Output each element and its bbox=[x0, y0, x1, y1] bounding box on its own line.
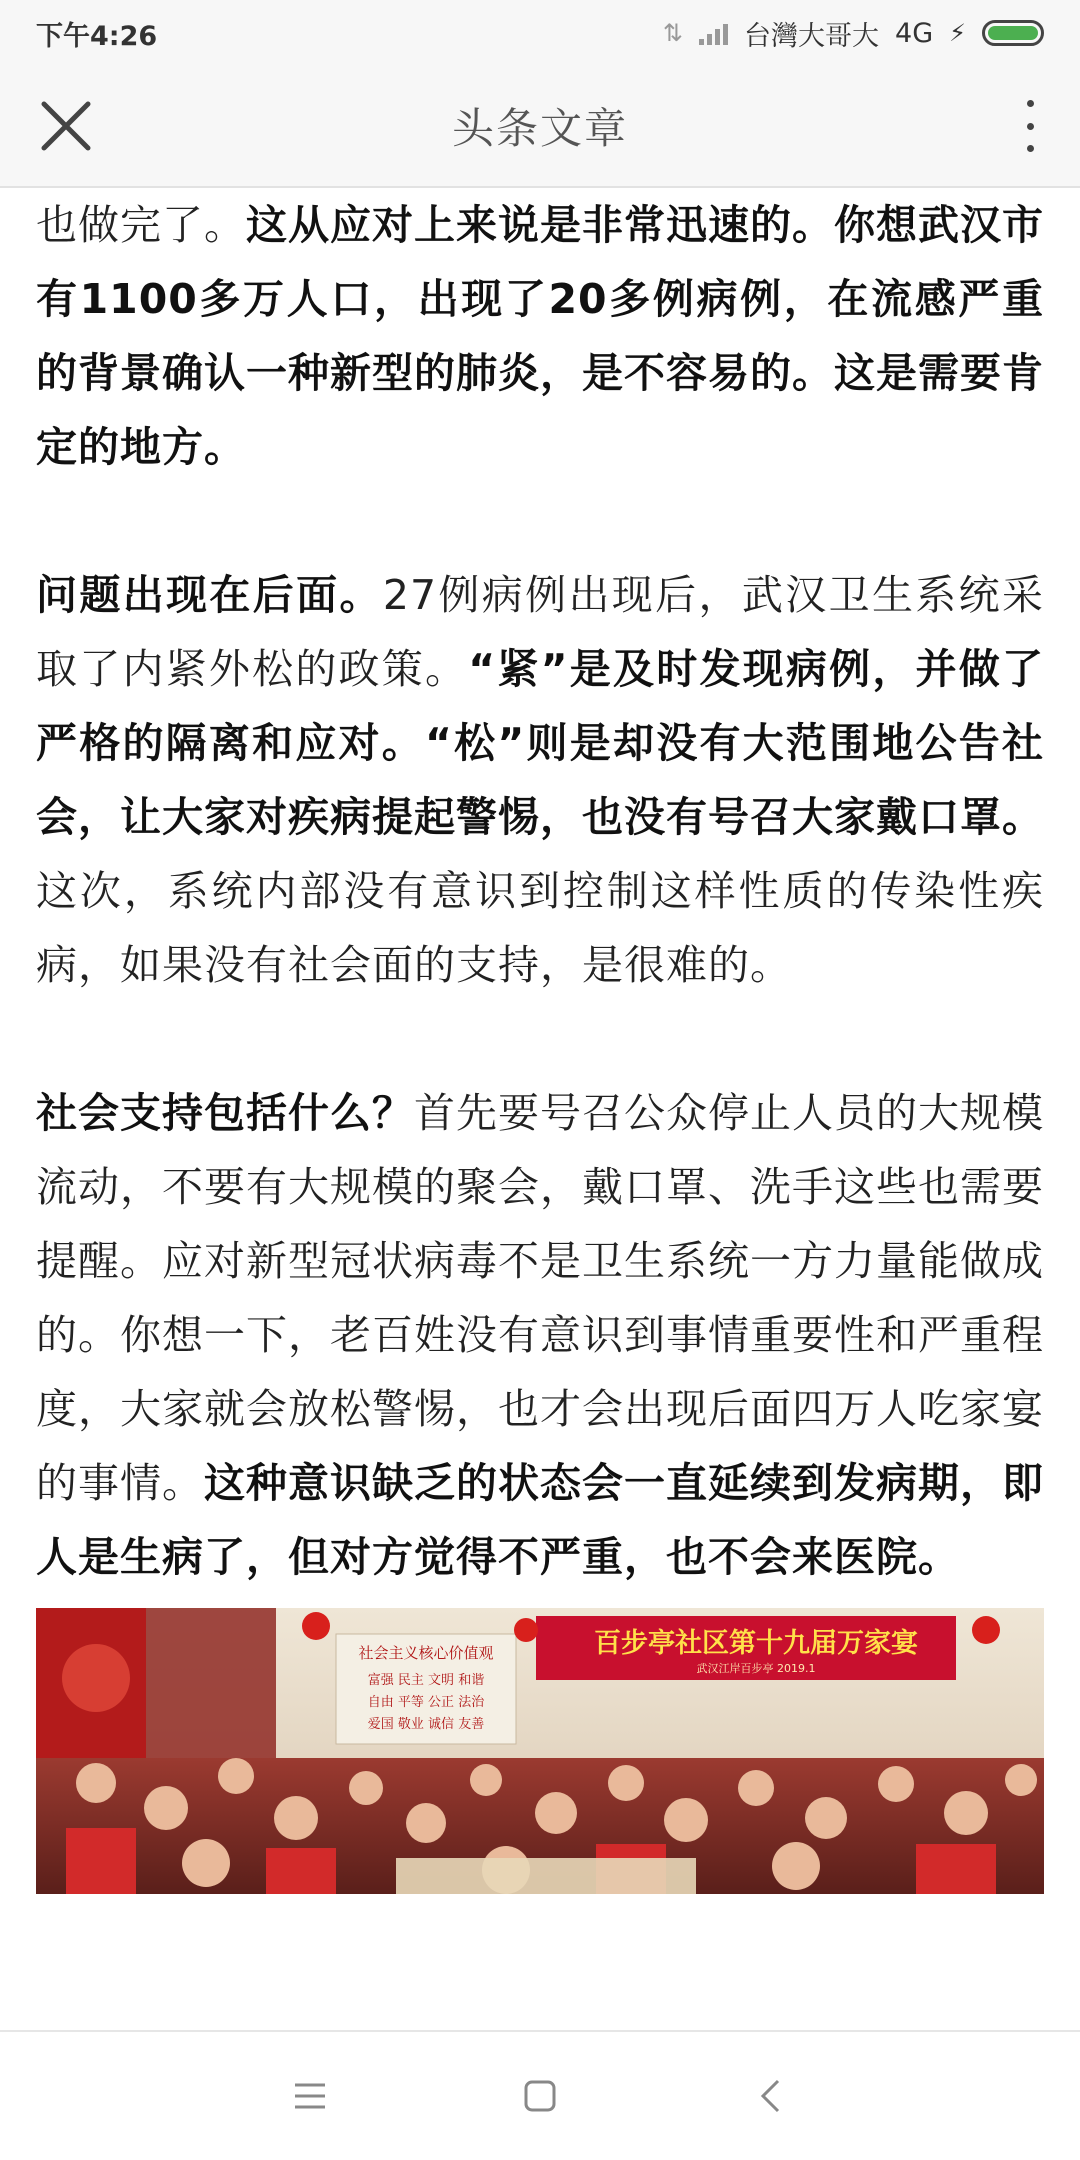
home-button[interactable] bbox=[510, 2066, 570, 2126]
bold-text-segment: 社会支持包括什么？ bbox=[36, 1089, 414, 1137]
text-segment: 27例病例出现后，武汉卫生系统采取了内紧外松的政策。 bbox=[36, 571, 1044, 693]
signal-icon bbox=[699, 21, 728, 45]
paragraph-2 bbox=[36, 558, 1044, 1002]
paragraph-3 bbox=[36, 1076, 1044, 1594]
status-bar bbox=[0, 0, 1080, 66]
text-segment: 这次，系统内部没有意识到控制这样性质的传染性疾病，如果没有社会面的支持，是很难的。 bbox=[36, 867, 1044, 989]
banner-subtext: 武汉江岸百步亭 2019.1 bbox=[696, 1662, 816, 1675]
home-square-icon bbox=[523, 2079, 557, 2113]
board-line-1: 富强 民主 文明 和谐 bbox=[367, 1673, 485, 1688]
bold-text-segment: 这从应对上来说是非常迅速的。你想武汉市有1100多万人口，出现了20多例病例，在流感严重的背景确认一种新型的肺炎，是不容易的。这是需要肯定的地方。 bbox=[36, 201, 1044, 471]
charging-icon: ⚡ bbox=[949, 19, 966, 47]
status-time: 下午4:26 bbox=[36, 20, 158, 52]
article-photo[interactable] bbox=[36, 1608, 1044, 1894]
paragraph-1 bbox=[36, 188, 1044, 484]
status-indicators bbox=[663, 14, 1044, 53]
network-type: 4G bbox=[895, 17, 934, 49]
close-icon bbox=[40, 100, 92, 152]
menu-icon bbox=[293, 2082, 327, 2110]
more-vertical-icon bbox=[1027, 100, 1034, 107]
system-nav-bar bbox=[0, 2030, 1080, 2160]
menu-button[interactable] bbox=[280, 2066, 340, 2126]
board-title: 社会主义核心价值观 bbox=[358, 1644, 494, 1662]
data-transfer-icon: ⇅ bbox=[662, 19, 684, 47]
more-options-button[interactable] bbox=[1010, 94, 1050, 158]
banquet-photo bbox=[36, 1608, 1044, 1894]
back-button[interactable] bbox=[740, 2066, 800, 2126]
bold-text-segment: 这种意识缺乏的状态会一直延续到发病期，即人是生病了，但对方觉得不严重，也不会来医院。 bbox=[36, 1459, 1044, 1581]
article-body bbox=[36, 188, 1044, 2030]
close-button[interactable] bbox=[36, 96, 96, 156]
bold-text-segment: “紧”是及时发现病例，并做了严格的隔离和应对。“松”则是却没有大范围地公告社会，让大家对疾病提起警惕，也没有号召大家戴口罩。 bbox=[36, 645, 1044, 841]
text-segment: 也做完了。 bbox=[36, 201, 246, 249]
back-chevron-icon bbox=[758, 2078, 782, 2114]
banner-text: 百步亭社区第十九届万家宴 bbox=[594, 1628, 918, 1659]
carrier-name: 台灣大哥大 bbox=[744, 20, 880, 52]
text-segment: 首先要号召公众停止人员的大规模流动，不要有大规模的聚会，戴口罩、洗手这些也需要提醒。应对新型冠状病毒不是卫生系统一方力量能做成的。你想一下，老百姓没有意识到事情重要性和严重程度，大家就会放松警惕，也才会出现后面四万人吃家宴的事情。 bbox=[36, 1089, 1044, 1507]
bold-text-segment: 问题出现在后面。 bbox=[36, 571, 383, 619]
page-title: 头条文章 bbox=[451, 104, 628, 153]
board-line-2: 自由 平等 公正 法治 bbox=[367, 1695, 485, 1710]
battery-icon bbox=[982, 20, 1044, 46]
title-bar bbox=[0, 66, 1080, 188]
board-line-3: 爱国 敬业 诚信 友善 bbox=[367, 1717, 485, 1732]
